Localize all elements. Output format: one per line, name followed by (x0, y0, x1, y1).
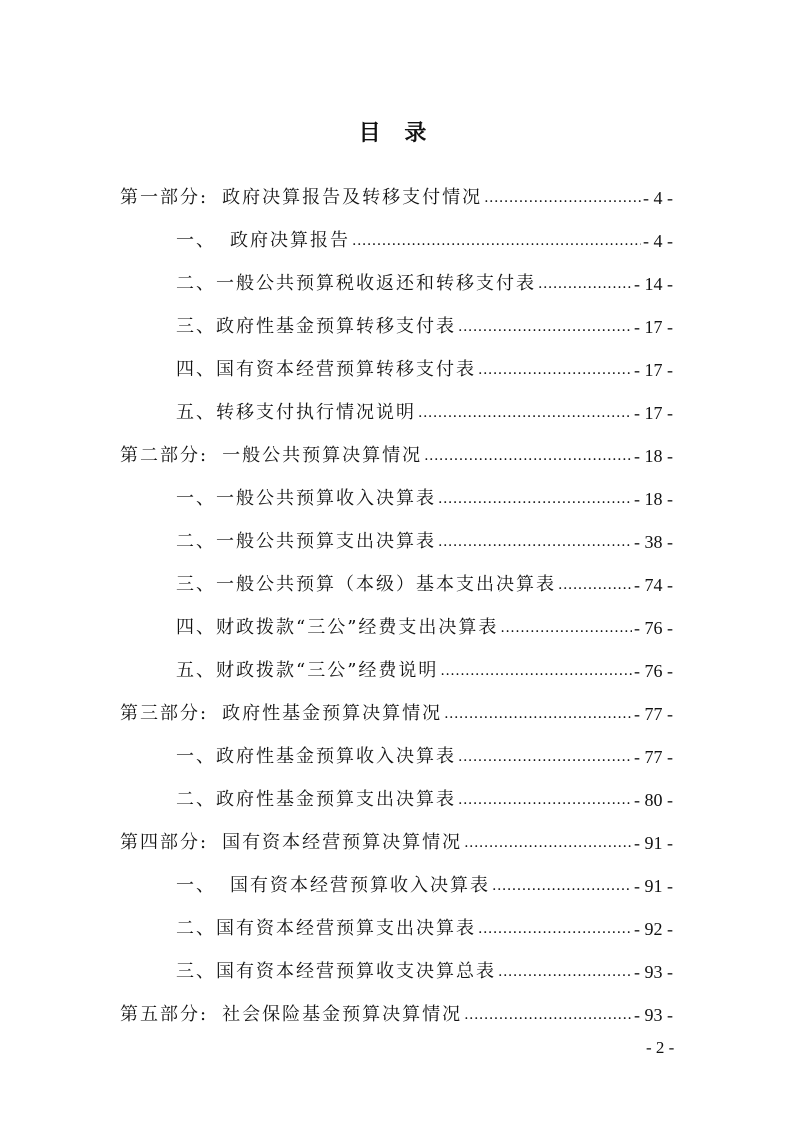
toc-entry-title: 政府性基金预算收入决算表 (216, 746, 456, 767)
toc-entry-page: - 93 - (634, 962, 673, 982)
toc-entry-number: 二、 (176, 918, 216, 939)
toc-entry-4-3[interactable] (176, 954, 673, 984)
page-title: 目 录 (358, 120, 435, 146)
toc-entry-number: 一、 (176, 875, 216, 896)
toc-entry-page: - 91 - (634, 876, 673, 896)
toc-entry-page: - 18 - (634, 489, 673, 509)
dot-leader (424, 446, 632, 466)
toc-entry-page: - 76 - (634, 618, 673, 638)
dot-leader (438, 532, 632, 552)
toc-entry-page: - 38 - (634, 532, 673, 552)
toc-entry-page: - 77 - (634, 704, 673, 724)
toc-entry-part-4[interactable] (120, 825, 673, 855)
toc-entry-4-2[interactable] (176, 911, 673, 941)
toc-entry-page: - 77 - (634, 747, 673, 767)
dot-leader (464, 1005, 632, 1025)
toc-entry-1-5[interactable] (176, 395, 673, 425)
toc-entry-number: 三、 (176, 316, 216, 337)
dot-leader (478, 360, 632, 380)
toc-entry-2-1[interactable] (176, 481, 673, 511)
toc-entry-title: 一般公共预算支出决算表 (216, 531, 436, 552)
toc-entry-number: 第一部分: (120, 187, 209, 208)
dot-leader (484, 188, 641, 208)
toc-entry-number: 一、 (176, 230, 216, 251)
toc-entry-title: 政府决算报告 (230, 230, 350, 251)
dot-leader (478, 919, 632, 939)
toc-entry-page: - 80 - (634, 790, 673, 810)
toc-entry-title: 政府性基金预算支出决算表 (216, 789, 456, 810)
toc-entry-title: 一般公共预算税收返还和转移支付表 (216, 273, 536, 294)
dot-leader (498, 962, 632, 982)
dot-leader (492, 876, 632, 896)
toc-entry-1-4[interactable] (176, 352, 673, 382)
toc-entry-title: 社会保险基金预算决算情况 (222, 1004, 463, 1025)
toc-entry-title: 财政拨款“三公”经费说明 (216, 660, 439, 681)
toc-entry-number: 第四部分: (120, 832, 209, 853)
page-number: - 2 - (646, 1038, 675, 1057)
dot-leader (418, 403, 632, 423)
toc-entry-number: 二、 (176, 531, 216, 552)
toc-entry-2-2[interactable] (176, 524, 673, 554)
toc-entry-number: 五、 (176, 402, 216, 423)
toc-entry-number: 一、 (176, 746, 216, 767)
toc-entry-page: - 76 - (634, 661, 673, 681)
toc-entry-title: 国有资本经营预算收入决算表 (230, 875, 490, 896)
toc-entry-title: 财政拨款“三公”经费支出决算表 (216, 617, 499, 638)
toc-entry-1-2[interactable] (176, 266, 673, 296)
toc-entry-number: 一、 (176, 488, 216, 509)
dot-leader (458, 747, 632, 767)
toc-entry-title: 国有资本经营预算决算情况 (222, 832, 463, 853)
toc-entry-page: - 91 - (634, 833, 673, 853)
toc-entry-page: - 74 - (634, 575, 673, 595)
toc-entry-number: 二、 (176, 273, 216, 294)
dot-leader (538, 274, 632, 294)
toc-entry-title: 政府性基金预算转移支付表 (216, 316, 456, 337)
toc-entry-page: - 17 - (634, 360, 673, 380)
dot-leader (464, 833, 632, 853)
toc-entry-title: 国有资本经营预算收支决算总表 (216, 961, 496, 982)
toc-entry-number: 第二部分: (120, 445, 209, 466)
dot-leader (352, 231, 641, 251)
toc-entry-title: 国有资本经营预算支出决算表 (216, 918, 476, 939)
toc-entry-page: - 18 - (634, 446, 673, 466)
toc-entry-page: - 93 - (634, 1005, 673, 1025)
toc-entry-title: 转移支付执行情况说明 (216, 402, 416, 423)
dot-leader (440, 661, 632, 681)
toc-entry-number: 二、 (176, 789, 216, 810)
toc-entry-2-4[interactable] (176, 610, 673, 640)
toc-entry-title: 一般公共预算（本级）基本支出决算表 (216, 574, 556, 595)
toc-entry-title: 政府性基金预算决算情况 (222, 703, 443, 724)
toc-entry-number: 四、 (176, 359, 216, 380)
toc-entry-page: - 17 - (634, 403, 673, 423)
toc-entry-title: 一般公共预算决算情况 (222, 445, 423, 466)
toc-entry-part-2[interactable] (120, 438, 673, 468)
toc-entry-number: 四、 (176, 617, 216, 638)
toc-entry-1-1[interactable] (176, 223, 673, 253)
toc-entry-number: 第五部分: (120, 1004, 209, 1025)
toc-entry-1-3[interactable] (176, 309, 673, 339)
toc-entry-part-5[interactable] (120, 997, 673, 1027)
toc-entry-page: - 4 - (643, 231, 673, 251)
dot-leader (500, 618, 632, 638)
dot-leader (458, 790, 632, 810)
toc-entry-3-2[interactable] (176, 782, 673, 812)
toc-entry-number: 三、 (176, 961, 216, 982)
toc-entry-page: - 4 - (643, 188, 673, 208)
dot-leader (444, 704, 632, 724)
toc-entry-2-3[interactable] (176, 567, 673, 597)
dot-leader (458, 317, 632, 337)
toc-entry-part-1[interactable] (120, 180, 673, 210)
dot-leader (438, 489, 632, 509)
toc-entry-2-5[interactable] (176, 653, 673, 683)
toc-entry-page: - 92 - (634, 919, 673, 939)
toc-entry-title: 一般公共预算收入决算表 (216, 488, 436, 509)
dot-leader (558, 575, 632, 595)
toc-entry-4-1[interactable] (176, 868, 673, 898)
toc-entry-part-3[interactable] (120, 696, 673, 726)
toc-entry-title: 国有资本经营预算转移支付表 (216, 359, 476, 380)
toc-entry-number: 五、 (176, 660, 216, 681)
toc-entry-3-1[interactable] (176, 739, 673, 769)
toc-entry-title: 政府决算报告及转移支付情况 (222, 187, 483, 208)
toc-entry-page: - 17 - (634, 317, 673, 337)
toc-entry-page: - 14 - (634, 274, 673, 294)
toc-entry-number: 三、 (176, 574, 216, 595)
toc-entry-number: 第三部分: (120, 703, 209, 724)
